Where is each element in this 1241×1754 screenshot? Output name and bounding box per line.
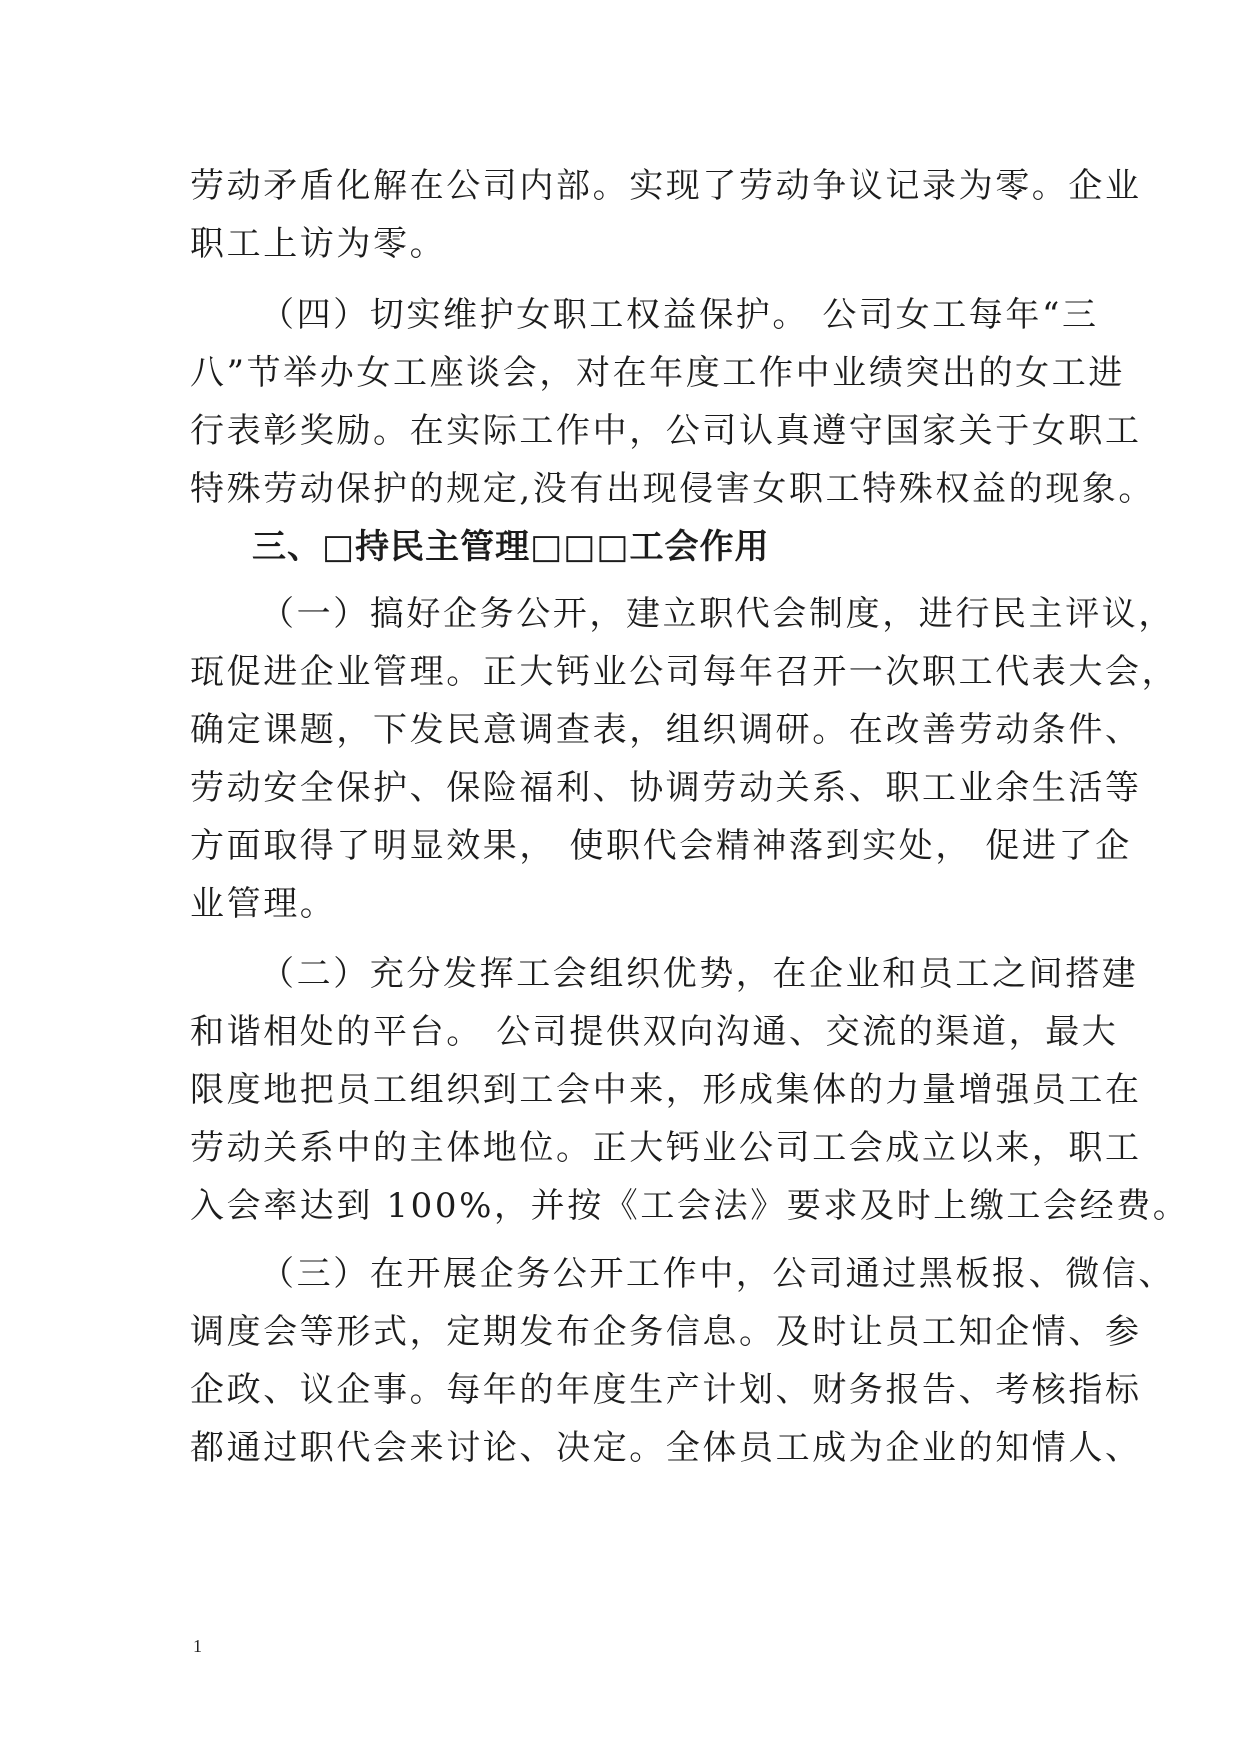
text-line-8: （一）搞好企务公开，建立职代会制度，进行民主评议， — [260, 594, 1175, 634]
text-line-1: 劳动矛盾化解在公司内部。实现了劳动争议记录为零。企业 — [190, 166, 1142, 206]
text-line-20: 调度会等形式，定期发布企务信息。及时让员工知企情、参 — [190, 1312, 1142, 1352]
text-line-3: （四）切实维护女职工权益保护。 公司女工每年“三 — [260, 295, 1099, 335]
text-line-4: 八”节举办女工座谈会，对在年度工作中业绩突出的女工进 — [190, 353, 1125, 393]
text-line-6: 特殊劳动保护的规定,没有出现侵害女职工特殊权益的现象。 — [190, 469, 1156, 509]
section-heading: 三、□持民主管理□□□工会作用 — [252, 527, 770, 567]
text-line-12: 方面取得了明显效果， 使职代会精神落到实处， 促进了企 — [190, 826, 1132, 866]
text-line-18: 入会率达到 100%，并按《工会法》要求及时上缴工会经费。 — [190, 1186, 1190, 1226]
text-line-11: 劳动安全保护、保险福利、协调劳动关系、职工业余生活等 — [190, 768, 1142, 808]
text-line-19: （三）在开展企务公开工作中，公司通过黑板报、微信、 — [260, 1254, 1175, 1294]
text-line-10: 确定课题，下发民意调查表，组织调研。在改善劳动条件、 — [190, 710, 1142, 750]
text-line-13: 业管理。 — [190, 884, 337, 924]
text-line-22: 都通过职代会来讨论、决定。全体员工成为企业的知情人、 — [190, 1428, 1142, 1468]
text-line-15: 和谐相处的平台。 公司提供双向沟通、交流的渠道，最大 — [190, 1012, 1119, 1052]
text-line-17: 劳动关系中的主体地位。正大钙业公司工会成立以来，职工 — [190, 1128, 1142, 1168]
page-number: 1 — [193, 1636, 202, 1656]
text-line-2: 职工上访为零。 — [190, 224, 447, 264]
text-line-14: （二）充分发挥工会组织优势，在企业和员工之间搭建 — [260, 954, 1139, 994]
text-line-21: 企政、议企事。每年的年度生产计划、财务报告、考核指标 — [190, 1370, 1142, 1410]
text-line-9: 珁促进企业管理。正大钙业公司每年召开一次职工代表大会， — [190, 652, 1179, 692]
text-line-16: 限度地把员工组织到工会中来，形成集体的力量增强员工在 — [190, 1070, 1142, 1110]
text-line-5: 行表彰奖励。在实际工作中，公司认真遵守国家关于女职工 — [190, 411, 1142, 451]
